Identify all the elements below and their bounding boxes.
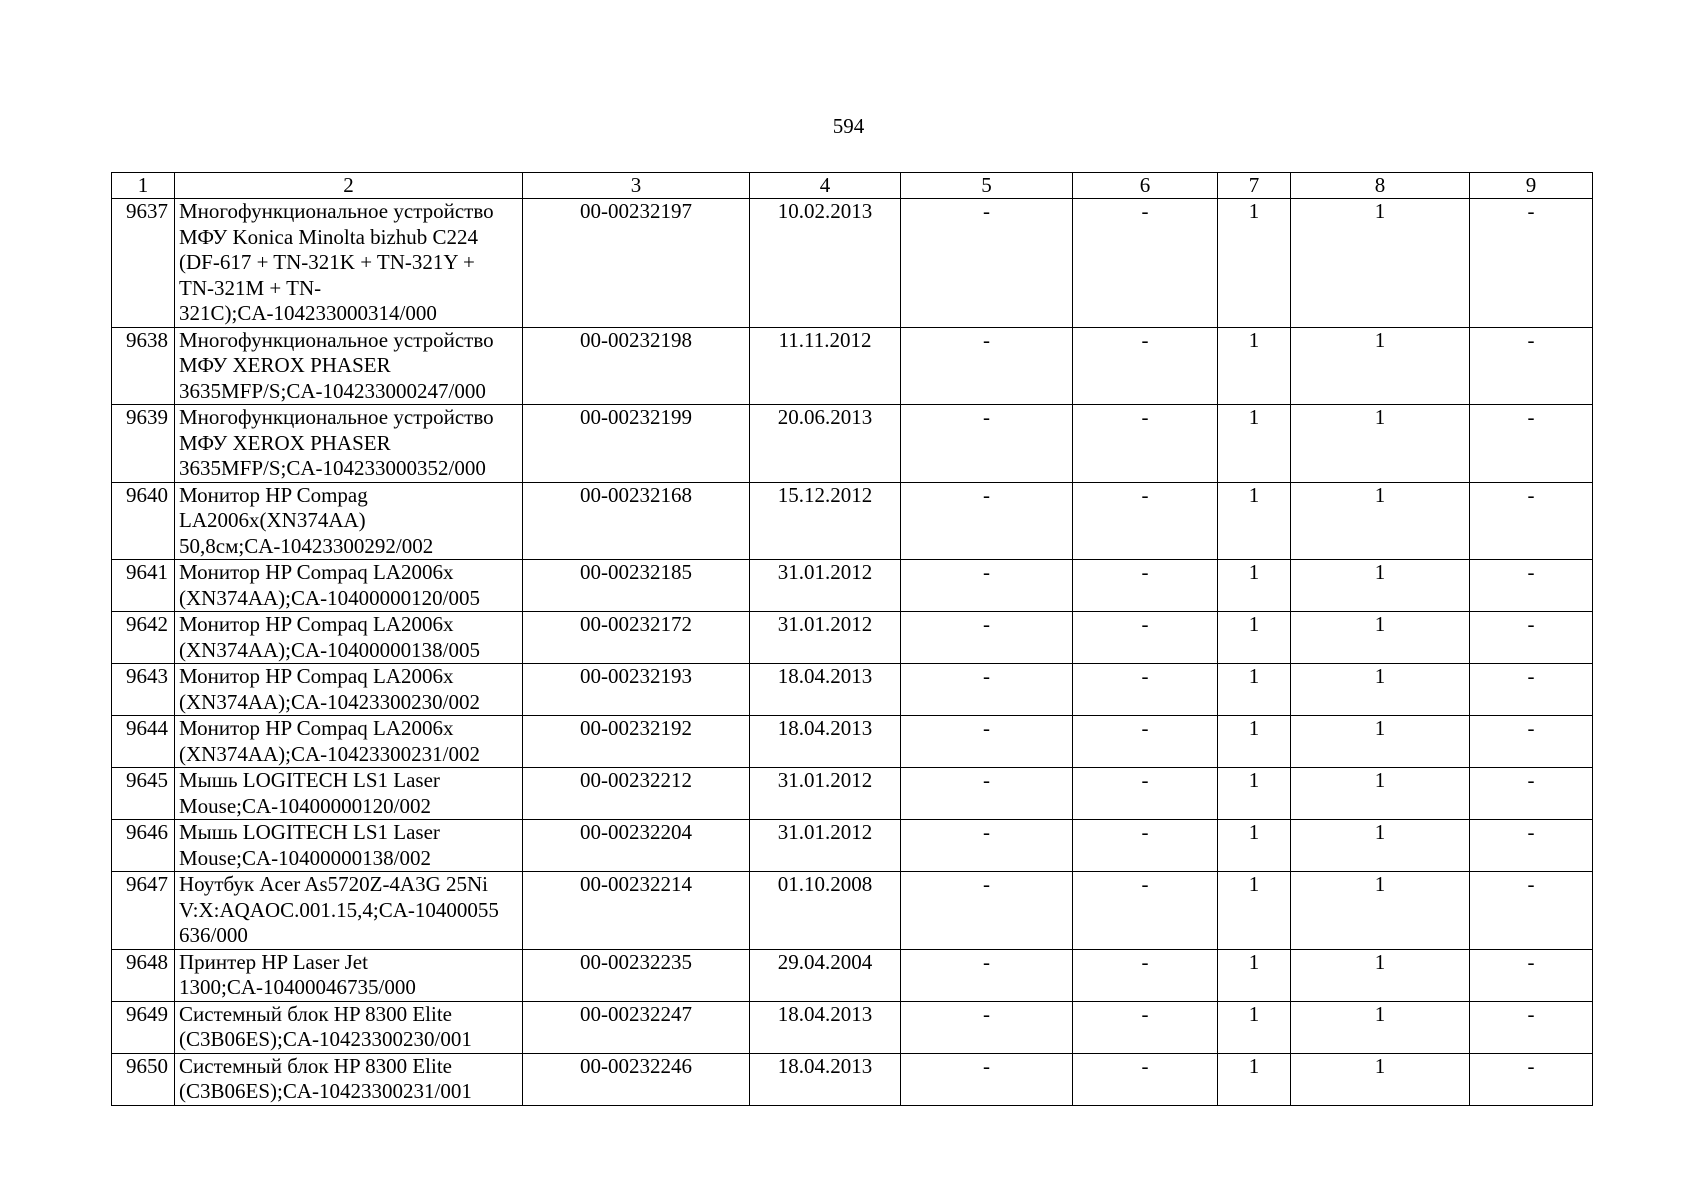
date-cell: 15.12.2012 (750, 482, 901, 560)
col6-cell: - (1073, 1053, 1218, 1105)
col9-cell: - (1470, 482, 1593, 560)
date-cell: 31.01.2012 (750, 820, 901, 872)
col8-cell: 1 (1291, 482, 1470, 560)
item-name-line: (XN374AA);CA-10423300231/002 (179, 741, 480, 766)
table-row (112, 872, 1593, 950)
table-row (112, 482, 1593, 560)
row-number-cell: 9647 (112, 872, 175, 950)
date-cell: 18.04.2013 (750, 664, 901, 716)
inventory-code-cell: 00-00232199 (523, 405, 750, 483)
col6-cell: - (1073, 482, 1218, 560)
row-number-cell: 9641 (112, 560, 175, 612)
col6-cell: - (1073, 560, 1218, 612)
col5-cell: - (901, 612, 1073, 664)
col8-cell: 1 (1291, 872, 1470, 950)
item-name-cell (175, 327, 523, 405)
column-header: 7 (1218, 173, 1291, 199)
table-row (112, 612, 1593, 664)
col5-cell: - (901, 327, 1073, 405)
table-body (112, 199, 1593, 1106)
row-number-cell: 9646 (112, 820, 175, 872)
row-number-cell: 9649 (112, 1001, 175, 1053)
col6-cell: - (1073, 768, 1218, 820)
inventory-code-cell: 00-00232214 (523, 872, 750, 950)
col5-cell: - (901, 872, 1073, 950)
item-name-line: МФУ Konica Minolta bizhub C224 (179, 224, 479, 249)
row-number-cell: 9640 (112, 482, 175, 560)
column-header: 8 (1291, 173, 1470, 199)
table-row (112, 1001, 1593, 1053)
col8-cell: 1 (1291, 612, 1470, 664)
item-name-cell (175, 612, 523, 664)
item-name-line: МФУ XEROX PHASER (179, 430, 391, 455)
item-name-line: Ноутбук Acer As5720Z-4A3G 25Ni (179, 872, 489, 896)
date-cell: 31.01.2012 (750, 560, 901, 612)
col8-cell: 1 (1291, 768, 1470, 820)
item-name-line: Монитор HP Compaq LA2006x (179, 612, 454, 636)
inventory-code-cell: 00-00232168 (523, 482, 750, 560)
item-name-line: МФУ XEROX PHASER (179, 353, 391, 377)
col8-cell: 1 (1291, 949, 1470, 1001)
col7-cell: 1 (1218, 820, 1291, 872)
item-name-line: TN-321M + TN- (179, 275, 322, 300)
item-name-line: Монитор HP Compaq LA2006x (179, 716, 454, 740)
item-name-line: V:X:AQAOC.001.15,4;CA-10400055 (179, 897, 499, 922)
col9-cell: - (1470, 1001, 1593, 1053)
inventory-code-cell: 00-00232247 (523, 1001, 750, 1053)
item-name-cell (175, 664, 523, 716)
column-header: 3 (523, 173, 750, 199)
col5-cell: - (901, 949, 1073, 1001)
item-name-line: Монитор HP Compaq LA2006x (179, 560, 454, 584)
col9-cell: - (1470, 949, 1593, 1001)
col8-cell: 1 (1291, 664, 1470, 716)
column-header: 9 (1470, 173, 1593, 199)
col7-cell: 1 (1218, 872, 1291, 950)
col9-cell: - (1470, 768, 1593, 820)
row-number-cell: 9648 (112, 949, 175, 1001)
col9-cell: - (1470, 820, 1593, 872)
item-name-line: 321C);CA-104233000314/000 (179, 301, 437, 325)
inventory-code-cell: 00-00232246 (523, 1053, 750, 1105)
table-row (112, 327, 1593, 405)
item-name-line: (C3B06ES);CA-10423300231/001 (179, 1079, 472, 1103)
row-number-cell: 9642 (112, 612, 175, 664)
item-name-line: 1300;CA-10400046735/000 (179, 975, 416, 999)
table-row (112, 199, 1593, 328)
item-name-line: Многофункциональное устройство (179, 405, 494, 429)
col6-cell: - (1073, 949, 1218, 1001)
item-name-line: (XN374AA);CA-10400000138/005 (179, 637, 480, 662)
item-name-cell (175, 560, 523, 612)
item-name-cell (175, 768, 523, 820)
col9-cell: - (1470, 664, 1593, 716)
col7-cell: 1 (1218, 716, 1291, 768)
col6-cell: - (1073, 612, 1218, 664)
item-name-line: Mouse;CA-10400000120/002 (179, 793, 431, 818)
col7-cell: 1 (1218, 612, 1291, 664)
date-cell: 20.06.2013 (750, 405, 901, 483)
item-name-line: 636/000 (179, 923, 248, 947)
item-name-line: Многофункциональное устройство (179, 199, 494, 223)
item-name-line: Системный блок HP 8300 Elite (179, 1001, 452, 1026)
col5-cell: - (901, 768, 1073, 820)
table-row (112, 664, 1593, 716)
item-name-cell (175, 872, 523, 950)
col6-cell: - (1073, 1001, 1218, 1053)
row-number-cell: 9643 (112, 664, 175, 716)
item-name-line: Монитор HP Compag (179, 482, 368, 507)
table-row (112, 560, 1593, 612)
table-row (112, 768, 1593, 820)
col5-cell: - (901, 199, 1073, 328)
col5-cell: - (901, 716, 1073, 768)
inventory-code-cell: 00-00232197 (523, 199, 750, 328)
inventory-table (111, 172, 1593, 1106)
table-row (112, 820, 1593, 872)
item-name-line: (XN374AA);CA-10400000120/005 (179, 585, 480, 610)
col8-cell: 1 (1291, 405, 1470, 483)
item-name-line: Многофункциональное устройство (179, 327, 494, 352)
col8-cell: 1 (1291, 1001, 1470, 1053)
table-row (112, 716, 1593, 768)
item-name-line: 3635MFP/S;CA-104233000352/000 (179, 456, 486, 480)
col9-cell: - (1470, 327, 1593, 405)
col9-cell: - (1470, 1053, 1593, 1105)
row-number-cell: 9639 (112, 405, 175, 483)
date-cell: 31.01.2012 (750, 612, 901, 664)
item-name-line: 50,8см;CA-10423300292/002 (179, 533, 434, 558)
item-name-cell (175, 820, 523, 872)
inventory-code-cell: 00-00232198 (523, 327, 750, 405)
date-cell: 31.01.2012 (750, 768, 901, 820)
item-name-cell (175, 1001, 523, 1053)
inventory-code-cell: 00-00232172 (523, 612, 750, 664)
col5-cell: - (901, 664, 1073, 716)
col6-cell: - (1073, 664, 1218, 716)
col5-cell: - (901, 560, 1073, 612)
col7-cell: 1 (1218, 664, 1291, 716)
date-cell: 18.04.2013 (750, 1053, 901, 1105)
date-cell: 18.04.2013 (750, 1001, 901, 1053)
item-name-line: Мышь LOGITECH LS1 Laser (179, 768, 440, 792)
col8-cell: 1 (1291, 327, 1470, 405)
col5-cell: - (901, 405, 1073, 483)
table-row (112, 405, 1593, 483)
item-name-cell (175, 405, 523, 483)
col8-cell: 1 (1291, 560, 1470, 612)
col7-cell: 1 (1218, 1053, 1291, 1105)
item-name-line: Mouse;CA-10400000138/002 (179, 845, 431, 870)
item-name-line: Принтер HP Laser Jet (179, 949, 368, 974)
col7-cell: 1 (1218, 1001, 1291, 1053)
col7-cell: 1 (1218, 768, 1291, 820)
col9-cell: - (1470, 872, 1593, 950)
column-header: 6 (1073, 173, 1218, 199)
inventory-code-cell: 00-00232212 (523, 768, 750, 820)
item-name-cell (175, 1053, 523, 1105)
item-name-cell (175, 949, 523, 1001)
col7-cell: 1 (1218, 482, 1291, 560)
col5-cell: - (901, 1053, 1073, 1105)
item-name-cell (175, 716, 523, 768)
col8-cell: 1 (1291, 199, 1470, 328)
item-name-line: (DF-617 + TN-321K + TN-321Y + (179, 250, 475, 274)
inventory-code-cell: 00-00232192 (523, 716, 750, 768)
col5-cell: - (901, 1001, 1073, 1053)
col9-cell: - (1470, 612, 1593, 664)
item-name-line: Монитор HP Compaq LA2006x (179, 664, 454, 688)
col7-cell: 1 (1218, 560, 1291, 612)
inventory-code-cell: 00-00232193 (523, 664, 750, 716)
item-name-line: (XN374AA);CA-10423300230/002 (179, 689, 480, 714)
page-number: 594 (832, 114, 865, 138)
col6-cell: - (1073, 405, 1218, 483)
header-row (112, 173, 1593, 199)
inventory-code-cell: 00-00232204 (523, 820, 750, 872)
row-number-cell: 9650 (112, 1053, 175, 1105)
date-cell: 10.02.2013 (750, 199, 901, 328)
col7-cell: 1 (1218, 199, 1291, 328)
col9-cell: - (1470, 405, 1593, 483)
inventory-code-cell: 00-00232235 (523, 949, 750, 1001)
item-name-line: (C3B06ES);CA-10423300230/001 (179, 1027, 472, 1051)
col6-cell: - (1073, 716, 1218, 768)
date-cell: 29.04.2004 (750, 949, 901, 1001)
col7-cell: 1 (1218, 949, 1291, 1001)
item-name-line: Мышь LOGITECH LS1 Laser (179, 820, 440, 844)
item-name-cell (175, 482, 523, 560)
item-name-cell (175, 199, 523, 328)
row-number-cell: 9637 (112, 199, 175, 328)
col6-cell: - (1073, 872, 1218, 950)
col5-cell: - (901, 820, 1073, 872)
date-cell: 11.11.2012 (750, 327, 901, 405)
col8-cell: 1 (1291, 820, 1470, 872)
date-cell: 01.10.2008 (750, 872, 901, 950)
table-row (112, 949, 1593, 1001)
col6-cell: - (1073, 820, 1218, 872)
column-header: 4 (750, 173, 901, 199)
item-name-line: LA2006x(XN374AA) (179, 508, 366, 532)
col6-cell: - (1073, 199, 1218, 328)
row-number-cell: 9645 (112, 768, 175, 820)
column-header: 2 (175, 173, 523, 199)
row-number-cell: 9644 (112, 716, 175, 768)
col5-cell: - (901, 482, 1073, 560)
col9-cell: - (1470, 560, 1593, 612)
table-row (112, 1053, 1593, 1105)
date-cell: 18.04.2013 (750, 716, 901, 768)
col9-cell: - (1470, 199, 1593, 328)
column-header: 5 (901, 173, 1073, 199)
column-header: 1 (112, 173, 175, 199)
col8-cell: 1 (1291, 1053, 1470, 1105)
col7-cell: 1 (1218, 405, 1291, 483)
col9-cell: - (1470, 716, 1593, 768)
col7-cell: 1 (1218, 327, 1291, 405)
item-name-line: Системный блок HP 8300 Elite (179, 1053, 452, 1078)
col6-cell: - (1073, 327, 1218, 405)
col8-cell: 1 (1291, 716, 1470, 768)
row-number-cell: 9638 (112, 327, 175, 405)
inventory-code-cell: 00-00232185 (523, 560, 750, 612)
item-name-line: 3635MFP/S;CA-104233000247/000 (179, 378, 486, 403)
